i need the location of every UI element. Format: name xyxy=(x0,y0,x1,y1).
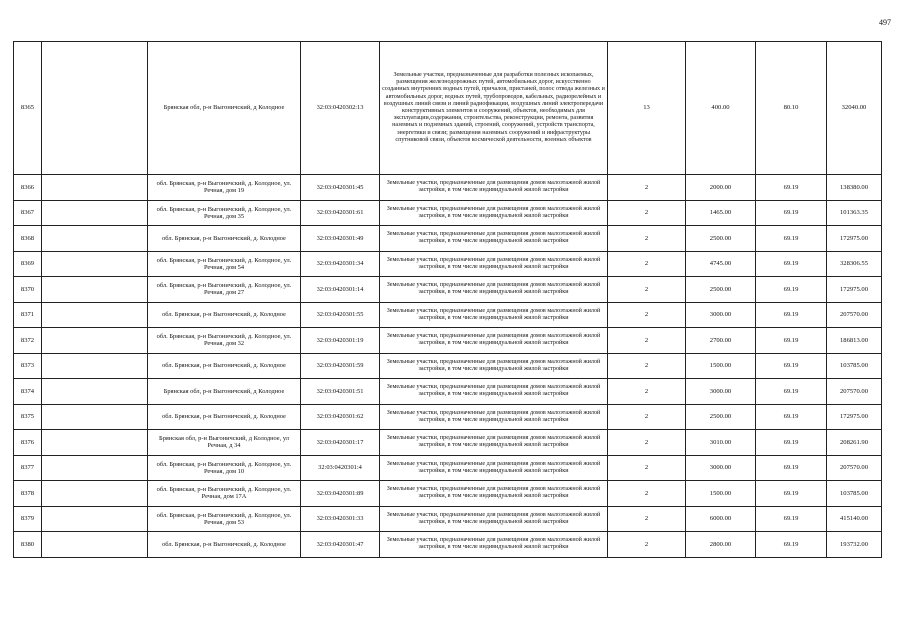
cadastral-number-cell: 32:03:0420301:62 xyxy=(301,404,380,430)
empty-cell xyxy=(42,481,148,507)
land-use-cell: Земельные участки, предназначенные для разработки полезных ископаемых, размещения железнодорожных путей, автомобильных дорог, искусственно созданных внутренних водных путей, причалов, пристаней, полос отвода железных и автомобильных дорог, водных путей, трубопроводов, кабельных, радиорелейных и воздушных линий связи и линий радиофикации, воздушных линий электропередачи конструктивных элементов и сооружений, объектов, необходимых для эксплуатации,содержания, строительства, реконструкции, ремонта, развития наземных и подземных зданий, строений, сооружений, устройств транспорта, энергетики и связи; размещения наземных сооружений и инфраструктуры спутниковой связи, объектов космической деятельности, военных объектов xyxy=(380,42,608,175)
cadastral-number-cell: 32:03:0420301:47 xyxy=(301,532,380,558)
group-number-cell: 2 xyxy=(608,251,686,277)
row-id-cell: 8372 xyxy=(14,328,42,354)
specific-value-cell: 69.19 xyxy=(756,175,827,201)
cadastral-value-cell: 193732.00 xyxy=(827,532,882,558)
land-use-cell: Земельные участки, предназначенные для размещения домов малоэтажной жилой застройки, в том числе индивидуальной жилой застройки xyxy=(380,277,608,303)
cadastral-value-cell: 103785.00 xyxy=(827,353,882,379)
table-row xyxy=(14,302,882,328)
cadastral-number-cell: 32:03:0420301:34 xyxy=(301,251,380,277)
table-row xyxy=(14,404,882,430)
land-use-cell: Земельные участки, предназначенные для размещения домов малоэтажной жилой застройки, в том числе индивидуальной жилой застройки xyxy=(380,302,608,328)
row-id-cell: 8368 xyxy=(14,226,42,252)
address-cell: обл. Брянская, р-н Выгоничский, д. Колодное xyxy=(148,532,301,558)
group-number-cell: 2 xyxy=(608,328,686,354)
address-cell: Брянская обл, р-н Выгоничский, д Колодное xyxy=(148,42,301,175)
row-id-cell: 8373 xyxy=(14,353,42,379)
area-cell: 3000.00 xyxy=(686,455,756,481)
group-number-cell: 2 xyxy=(608,302,686,328)
area-cell: 1465.00 xyxy=(686,200,756,226)
table-row xyxy=(14,42,882,175)
empty-cell xyxy=(42,226,148,252)
land-use-cell: Земельные участки, предназначенные для размещения домов малоэтажной жилой застройки, в том числе индивидуальной жилой застройки xyxy=(380,455,608,481)
cadastral-value-cell: 172975.00 xyxy=(827,277,882,303)
empty-cell xyxy=(42,430,148,456)
table-row xyxy=(14,481,882,507)
cadastral-number-cell: 32:03:0420301:49 xyxy=(301,226,380,252)
cadastral-value-cell: 208261.90 xyxy=(827,430,882,456)
table-row xyxy=(14,430,882,456)
address-cell: обл. Брянская, р-н Выгоничский, д. Колодное xyxy=(148,404,301,430)
area-cell: 4745.00 xyxy=(686,251,756,277)
empty-cell xyxy=(42,353,148,379)
table-row xyxy=(14,200,882,226)
cadastral-value-cell: 103785.00 xyxy=(827,481,882,507)
row-id-cell: 8378 xyxy=(14,481,42,507)
group-number-cell: 2 xyxy=(608,430,686,456)
group-number-cell: 2 xyxy=(608,455,686,481)
specific-value-cell: 69.19 xyxy=(756,506,827,532)
cadastral-number-cell: 32:03:0420301:14 xyxy=(301,277,380,303)
empty-cell xyxy=(42,506,148,532)
group-number-cell: 2 xyxy=(608,379,686,405)
row-id-cell: 8367 xyxy=(14,200,42,226)
cadastral-value-cell: 32040.00 xyxy=(827,42,882,175)
area-cell: 400.00 xyxy=(686,42,756,175)
row-id-cell: 8366 xyxy=(14,175,42,201)
address-cell: обл. Брянская, р-н Выгоничский, д. Колодное, ул. Речная, дом 35 xyxy=(148,200,301,226)
address-cell: обл. Брянская, р-н Выгоничский, д. Колодное, ул. Речная, дом 54 xyxy=(148,251,301,277)
group-number-cell: 2 xyxy=(608,277,686,303)
specific-value-cell: 69.19 xyxy=(756,200,827,226)
address-cell: обл. Брянская, р-н Выгоничский, д. Колодное, ул. Речная, дом 19 xyxy=(148,175,301,201)
empty-cell xyxy=(42,302,148,328)
cadastral-value-cell: 415140.00 xyxy=(827,506,882,532)
row-id-cell: 8374 xyxy=(14,379,42,405)
cadastral-value-cell: 207570.00 xyxy=(827,455,882,481)
address-cell: обл. Брянская, р-н Выгоничский, д. Колодное, ул. Речная, дом 53 xyxy=(148,506,301,532)
cadastral-value-cell: 207570.00 xyxy=(827,302,882,328)
cadastral-number-cell: 32:03:0420301:4 xyxy=(301,455,380,481)
cadastral-value-cell: 207570.00 xyxy=(827,379,882,405)
group-number-cell: 2 xyxy=(608,481,686,507)
group-number-cell: 2 xyxy=(608,506,686,532)
group-number-cell: 2 xyxy=(608,404,686,430)
table-row xyxy=(14,277,882,303)
empty-cell xyxy=(42,379,148,405)
cadastral-value-cell: 186813.00 xyxy=(827,328,882,354)
table-row xyxy=(14,532,882,558)
row-id-cell: 8377 xyxy=(14,455,42,481)
land-use-cell: Земельные участки, предназначенные для размещения домов малоэтажной жилой застройки, в том числе индивидуальной жилой застройки xyxy=(380,506,608,532)
specific-value-cell: 69.19 xyxy=(756,353,827,379)
address-cell: обл. Брянская, р-н Выгоничский, д. Колодное xyxy=(148,226,301,252)
table-row xyxy=(14,251,882,277)
table-row xyxy=(14,175,882,201)
land-use-cell: Земельные участки, предназначенные для размещения домов малоэтажной жилой застройки, в том числе индивидуальной жилой застройки xyxy=(380,200,608,226)
empty-cell xyxy=(42,175,148,201)
land-use-cell: Земельные участки, предназначенные для размещения домов малоэтажной жилой застройки, в том числе индивидуальной жилой застройки xyxy=(380,481,608,507)
specific-value-cell: 69.19 xyxy=(756,430,827,456)
specific-value-cell: 69.19 xyxy=(756,481,827,507)
address-cell: обл. Брянская, р-н Выгоничский, д. Колодное, ул. Речная, дом 27 xyxy=(148,277,301,303)
table-row xyxy=(14,379,882,405)
address-cell: обл. Брянская, р-н Выгоничский, д. Колодное xyxy=(148,353,301,379)
table-row xyxy=(14,353,882,379)
cadastral-value-cell: 172975.00 xyxy=(827,226,882,252)
cadastral-value-cell: 101363.35 xyxy=(827,200,882,226)
cadastral-number-cell: 32:03:0420301:89 xyxy=(301,481,380,507)
specific-value-cell: 69.19 xyxy=(756,328,827,354)
group-number-cell: 2 xyxy=(608,175,686,201)
cadastral-number-cell: 32:03:0420301:55 xyxy=(301,302,380,328)
land-use-cell: Земельные участки, предназначенные для размещения домов малоэтажной жилой застройки, в том числе индивидуальной жилой застройки xyxy=(380,251,608,277)
area-cell: 2700.00 xyxy=(686,328,756,354)
address-cell: обл. Брянская, р-н Выгоничский, д. Колодное, ул. Речная, дом 32 xyxy=(148,328,301,354)
table-body xyxy=(14,42,882,558)
area-cell: 3000.00 xyxy=(686,379,756,405)
cadastral-number-cell: 32:03:0420301:33 xyxy=(301,506,380,532)
row-id-cell: 8376 xyxy=(14,430,42,456)
land-use-cell: Земельные участки, предназначенные для размещения домов малоэтажной жилой застройки, в том числе индивидуальной жилой застройки xyxy=(380,532,608,558)
specific-value-cell: 69.19 xyxy=(756,379,827,405)
row-id-cell: 8370 xyxy=(14,277,42,303)
table-row xyxy=(14,226,882,252)
address-cell: Брянская обл, р-н Выгоничский, д Колодное, ул Речная, д 34 xyxy=(148,430,301,456)
address-cell: обл. Брянская, р-н Выгоничский, д. Колодное xyxy=(148,302,301,328)
empty-cell xyxy=(42,404,148,430)
empty-cell xyxy=(42,200,148,226)
specific-value-cell: 69.19 xyxy=(756,251,827,277)
land-use-cell: Земельные участки, предназначенные для размещения домов малоэтажной жилой застройки, в том числе индивидуальной жилой застройки xyxy=(380,404,608,430)
cadastral-number-cell: 32:03:0420301:59 xyxy=(301,353,380,379)
area-cell: 2500.00 xyxy=(686,277,756,303)
area-cell: 2000.00 xyxy=(686,175,756,201)
empty-cell xyxy=(42,328,148,354)
table-row xyxy=(14,506,882,532)
group-number-cell: 2 xyxy=(608,532,686,558)
specific-value-cell: 69.19 xyxy=(756,277,827,303)
row-id-cell: 8369 xyxy=(14,251,42,277)
page-number: 497 xyxy=(879,18,891,27)
address-cell: обл. Брянская, р-н Выгоничский, д. Колодное, ул. Речная, дом 17А xyxy=(148,481,301,507)
land-use-cell: Земельные участки, предназначенные для размещения домов малоэтажной жилой застройки, в том числе индивидуальной жилой застройки xyxy=(380,379,608,405)
specific-value-cell: 69.19 xyxy=(756,404,827,430)
area-cell: 6000.00 xyxy=(686,506,756,532)
row-id-cell: 8371 xyxy=(14,302,42,328)
specific-value-cell: 69.19 xyxy=(756,226,827,252)
empty-cell xyxy=(42,251,148,277)
land-use-cell: Земельные участки, предназначенные для размещения домов малоэтажной жилой застройки, в том числе индивидуальной жилой застройки xyxy=(380,328,608,354)
land-use-cell: Земельные участки, предназначенные для размещения домов малоэтажной жилой застройки, в том числе индивидуальной жилой застройки xyxy=(380,353,608,379)
group-number-cell: 2 xyxy=(608,200,686,226)
cadastral-value-cell: 172975.00 xyxy=(827,404,882,430)
area-cell: 1500.00 xyxy=(686,481,756,507)
cadastral-number-cell: 32:03:0420301:19 xyxy=(301,328,380,354)
land-use-cell: Земельные участки, предназначенные для размещения домов малоэтажной жилой застройки, в том числе индивидуальной жилой застройки xyxy=(380,175,608,201)
area-cell: 3000.00 xyxy=(686,302,756,328)
cadastral-number-cell: 32:03:0420301:17 xyxy=(301,430,380,456)
cadastral-number-cell: 32:03:0420302:13 xyxy=(301,42,380,175)
specific-value-cell: 69.19 xyxy=(756,302,827,328)
group-number-cell: 13 xyxy=(608,42,686,175)
cadastral-value-cell: 138380.00 xyxy=(827,175,882,201)
area-cell: 1500.00 xyxy=(686,353,756,379)
empty-cell xyxy=(42,277,148,303)
cadastral-number-cell: 32:03:0420301:45 xyxy=(301,175,380,201)
row-id-cell: 8379 xyxy=(14,506,42,532)
area-cell: 2500.00 xyxy=(686,226,756,252)
specific-value-cell: 69.19 xyxy=(756,455,827,481)
empty-cell xyxy=(42,455,148,481)
cadastral-value-cell: 328306.55 xyxy=(827,251,882,277)
row-id-cell: 8380 xyxy=(14,532,42,558)
table-row xyxy=(14,328,882,354)
cadastral-value-table xyxy=(13,41,882,558)
row-id-cell: 8365 xyxy=(14,42,42,175)
row-id-cell: 8375 xyxy=(14,404,42,430)
cadastral-number-cell: 32:03:0420301:61 xyxy=(301,200,380,226)
address-cell: обл. Брянская, р-н Выгоничский, д. Колодное, ул. Речная, дом 10 xyxy=(148,455,301,481)
land-use-cell: Земельные участки, предназначенные для размещения домов малоэтажной жилой застройки, в том числе индивидуальной жилой застройки xyxy=(380,226,608,252)
group-number-cell: 2 xyxy=(608,226,686,252)
area-cell: 2500.00 xyxy=(686,404,756,430)
area-cell: 2800.00 xyxy=(686,532,756,558)
land-use-cell: Земельные участки, предназначенные для размещения домов малоэтажной жилой застройки, в том числе индивидуальной жилой застройки xyxy=(380,430,608,456)
specific-value-cell: 80.10 xyxy=(756,42,827,175)
address-cell: Брянская обл, р-н Выгоничский, д Колодное xyxy=(148,379,301,405)
area-cell: 3010.00 xyxy=(686,430,756,456)
cadastral-number-cell: 32:03:0420301:51 xyxy=(301,379,380,405)
specific-value-cell: 69.19 xyxy=(756,532,827,558)
empty-cell xyxy=(42,42,148,175)
table-row xyxy=(14,455,882,481)
group-number-cell: 2 xyxy=(608,353,686,379)
empty-cell xyxy=(42,532,148,558)
